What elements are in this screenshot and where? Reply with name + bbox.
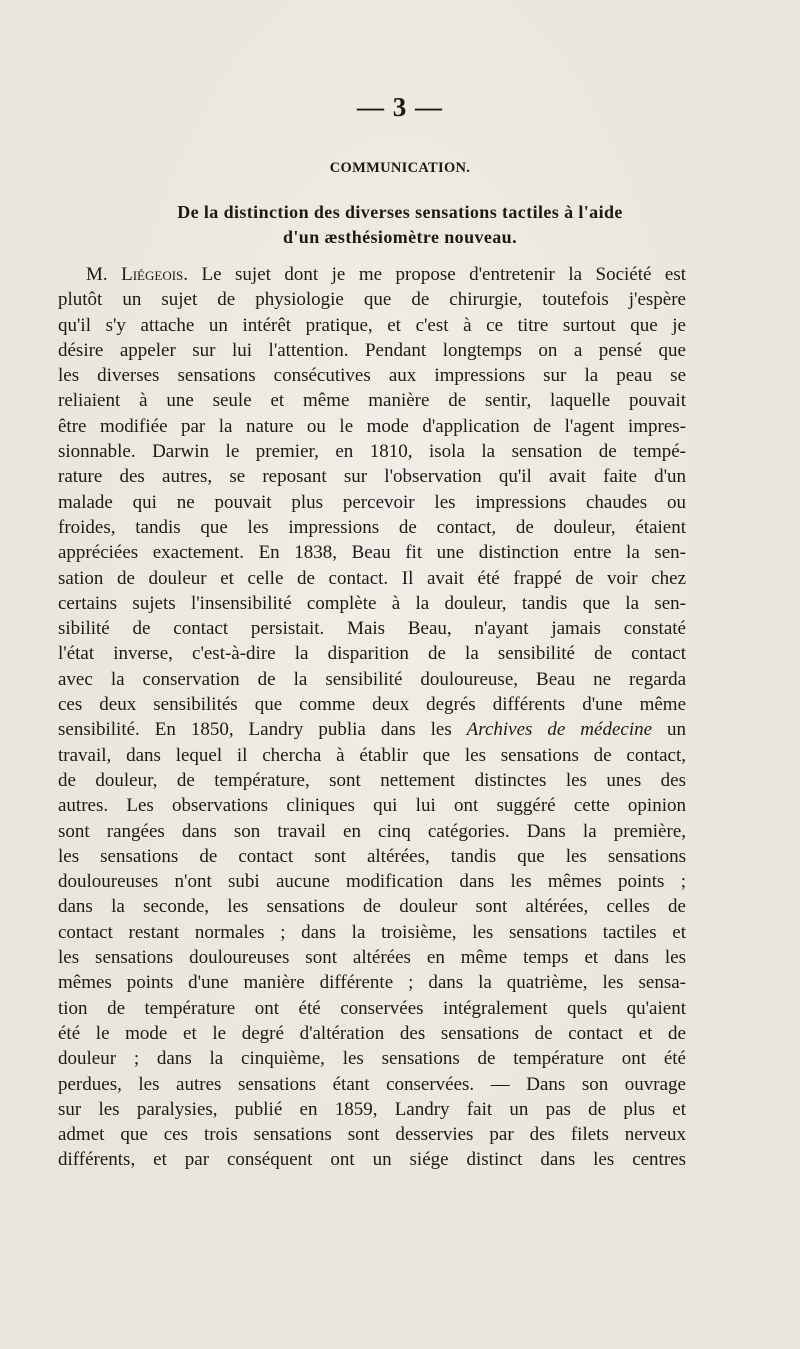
article-title-line-2: d'un æsthésiomètre nouveau. [283, 227, 517, 247]
section-label: COMMUNICATION. [329, 160, 471, 176]
body-line: désire appeler sur lui l'attention. Pendant longtemps on a pensé que [58, 339, 686, 361]
body-line: reliaient à une seule et même manière de sentir, laquelle pouvait [58, 390, 686, 412]
body-line: différents, et par conséquent ont un siége distinct dans les centres [58, 1149, 686, 1171]
body-line: admet que ces trois sensations sont desservies par des filets nerveux [58, 1124, 686, 1146]
body-line: qu'il s'y attache un intérêt pratique, et c'est à ce titre surtout que je [58, 314, 686, 336]
journal-title: Archives de médecine [466, 719, 653, 741]
body-line: dans la seconde, les sensations de douleur sont altérées, celles de [58, 896, 686, 918]
body-line: certains sujets l'insensibilité complète à la douleur, tandis que la sen- [58, 592, 686, 614]
body-line: sont rangées dans son travail en cinq catégories. Dans la première, [58, 820, 686, 842]
body-line: été le mode et le degré d'altération des sensations de contact et de [58, 1022, 686, 1044]
article-title-line-1: De la distinction des diverses sensations tactiles à l'aide [177, 202, 623, 222]
body-line: les sensations douloureuses sont altérées en même temps et dans les [58, 947, 686, 969]
body-line: être modifiée par la nature ou le mode d'application de l'agent impres- [58, 415, 686, 437]
body-line: l'état inverse, c'est-à-dire la disparition de la sensibilité de contact [58, 643, 686, 665]
body-line: perdues, les autres sensations étant conservées. — Dans son ouvrage [58, 1073, 686, 1095]
body-line: sibilité de contact persistait. Mais Beau, n'ayant jamais constaté [58, 618, 686, 640]
body-line: tion de température ont été conservées intégralement quels qu'aient [58, 997, 686, 1019]
body-line: de douleur, de température, sont nettement distinctes les unes des [58, 769, 686, 791]
body-line: malade qui ne pouvait plus percevoir les impressions chaudes ou [58, 491, 686, 513]
body-line: mêmes points d'une manière différente ; dans la quatrième, les sensa- [58, 972, 686, 994]
body-line: contact restant normales ; dans la troisième, les sensations tactiles et [58, 921, 686, 943]
speaker-name: M. Liégeois. [86, 264, 189, 285]
body-line: sation de douleur et celle de contact. Il avait été frappé de voir chez [58, 567, 686, 589]
body-line: froides, tandis que les impressions de contact, de douleur, étaient [58, 516, 686, 538]
page-number: — 3 — [357, 92, 443, 122]
body-line: appréciées exactement. En 1838, Beau fit une distinction entre la sen- [58, 542, 686, 564]
body-text [58, 262, 686, 1173]
body-line [58, 717, 686, 742]
body-line-text: sensibilité. En 1850, Landry publia dans les [58, 719, 467, 741]
body-line [58, 262, 686, 287]
body-line: autres. Les observations cliniques qui lui ont suggéré cette opinion [58, 795, 686, 817]
body-line: sionnable. Darwin le premier, en 1810, isola la sensation de tempé- [58, 441, 686, 463]
body-line: les diverses sensations consécutives aux impressions sur la peau se [58, 365, 686, 387]
article-title [60, 200, 740, 250]
body-line-text: un [652, 719, 686, 741]
body-line: rature des autres, se reposant sur l'observation qu'il avait faite d'un [58, 466, 686, 488]
body-line: douloureuses n'ont subi aucune modification dans les mêmes points ; [58, 871, 686, 893]
body-line: plutôt un sujet de physiologie que de chirurgie, toutefois j'espère [58, 289, 686, 311]
body-line: douleur ; dans la cinquième, les sensations de température ont été [58, 1048, 686, 1070]
body-line: avec la conservation de la sensibilité douloureuse, Beau ne regarda [58, 668, 686, 690]
body-line: les sensations de contact sont altérées, tandis que les sensations [58, 845, 686, 867]
body-line: sur les paralysies, publié en 1859, Landry fait un pas de plus et [58, 1098, 686, 1120]
body-line: travail, dans lequel il chercha à établir que les sensations de contact, [58, 744, 686, 766]
body-line-text: Le sujet dont je me propose d'entretenir la Société est [201, 264, 687, 285]
body-line: ces deux sensibilités que comme deux degrés différents d'une même [58, 694, 686, 716]
